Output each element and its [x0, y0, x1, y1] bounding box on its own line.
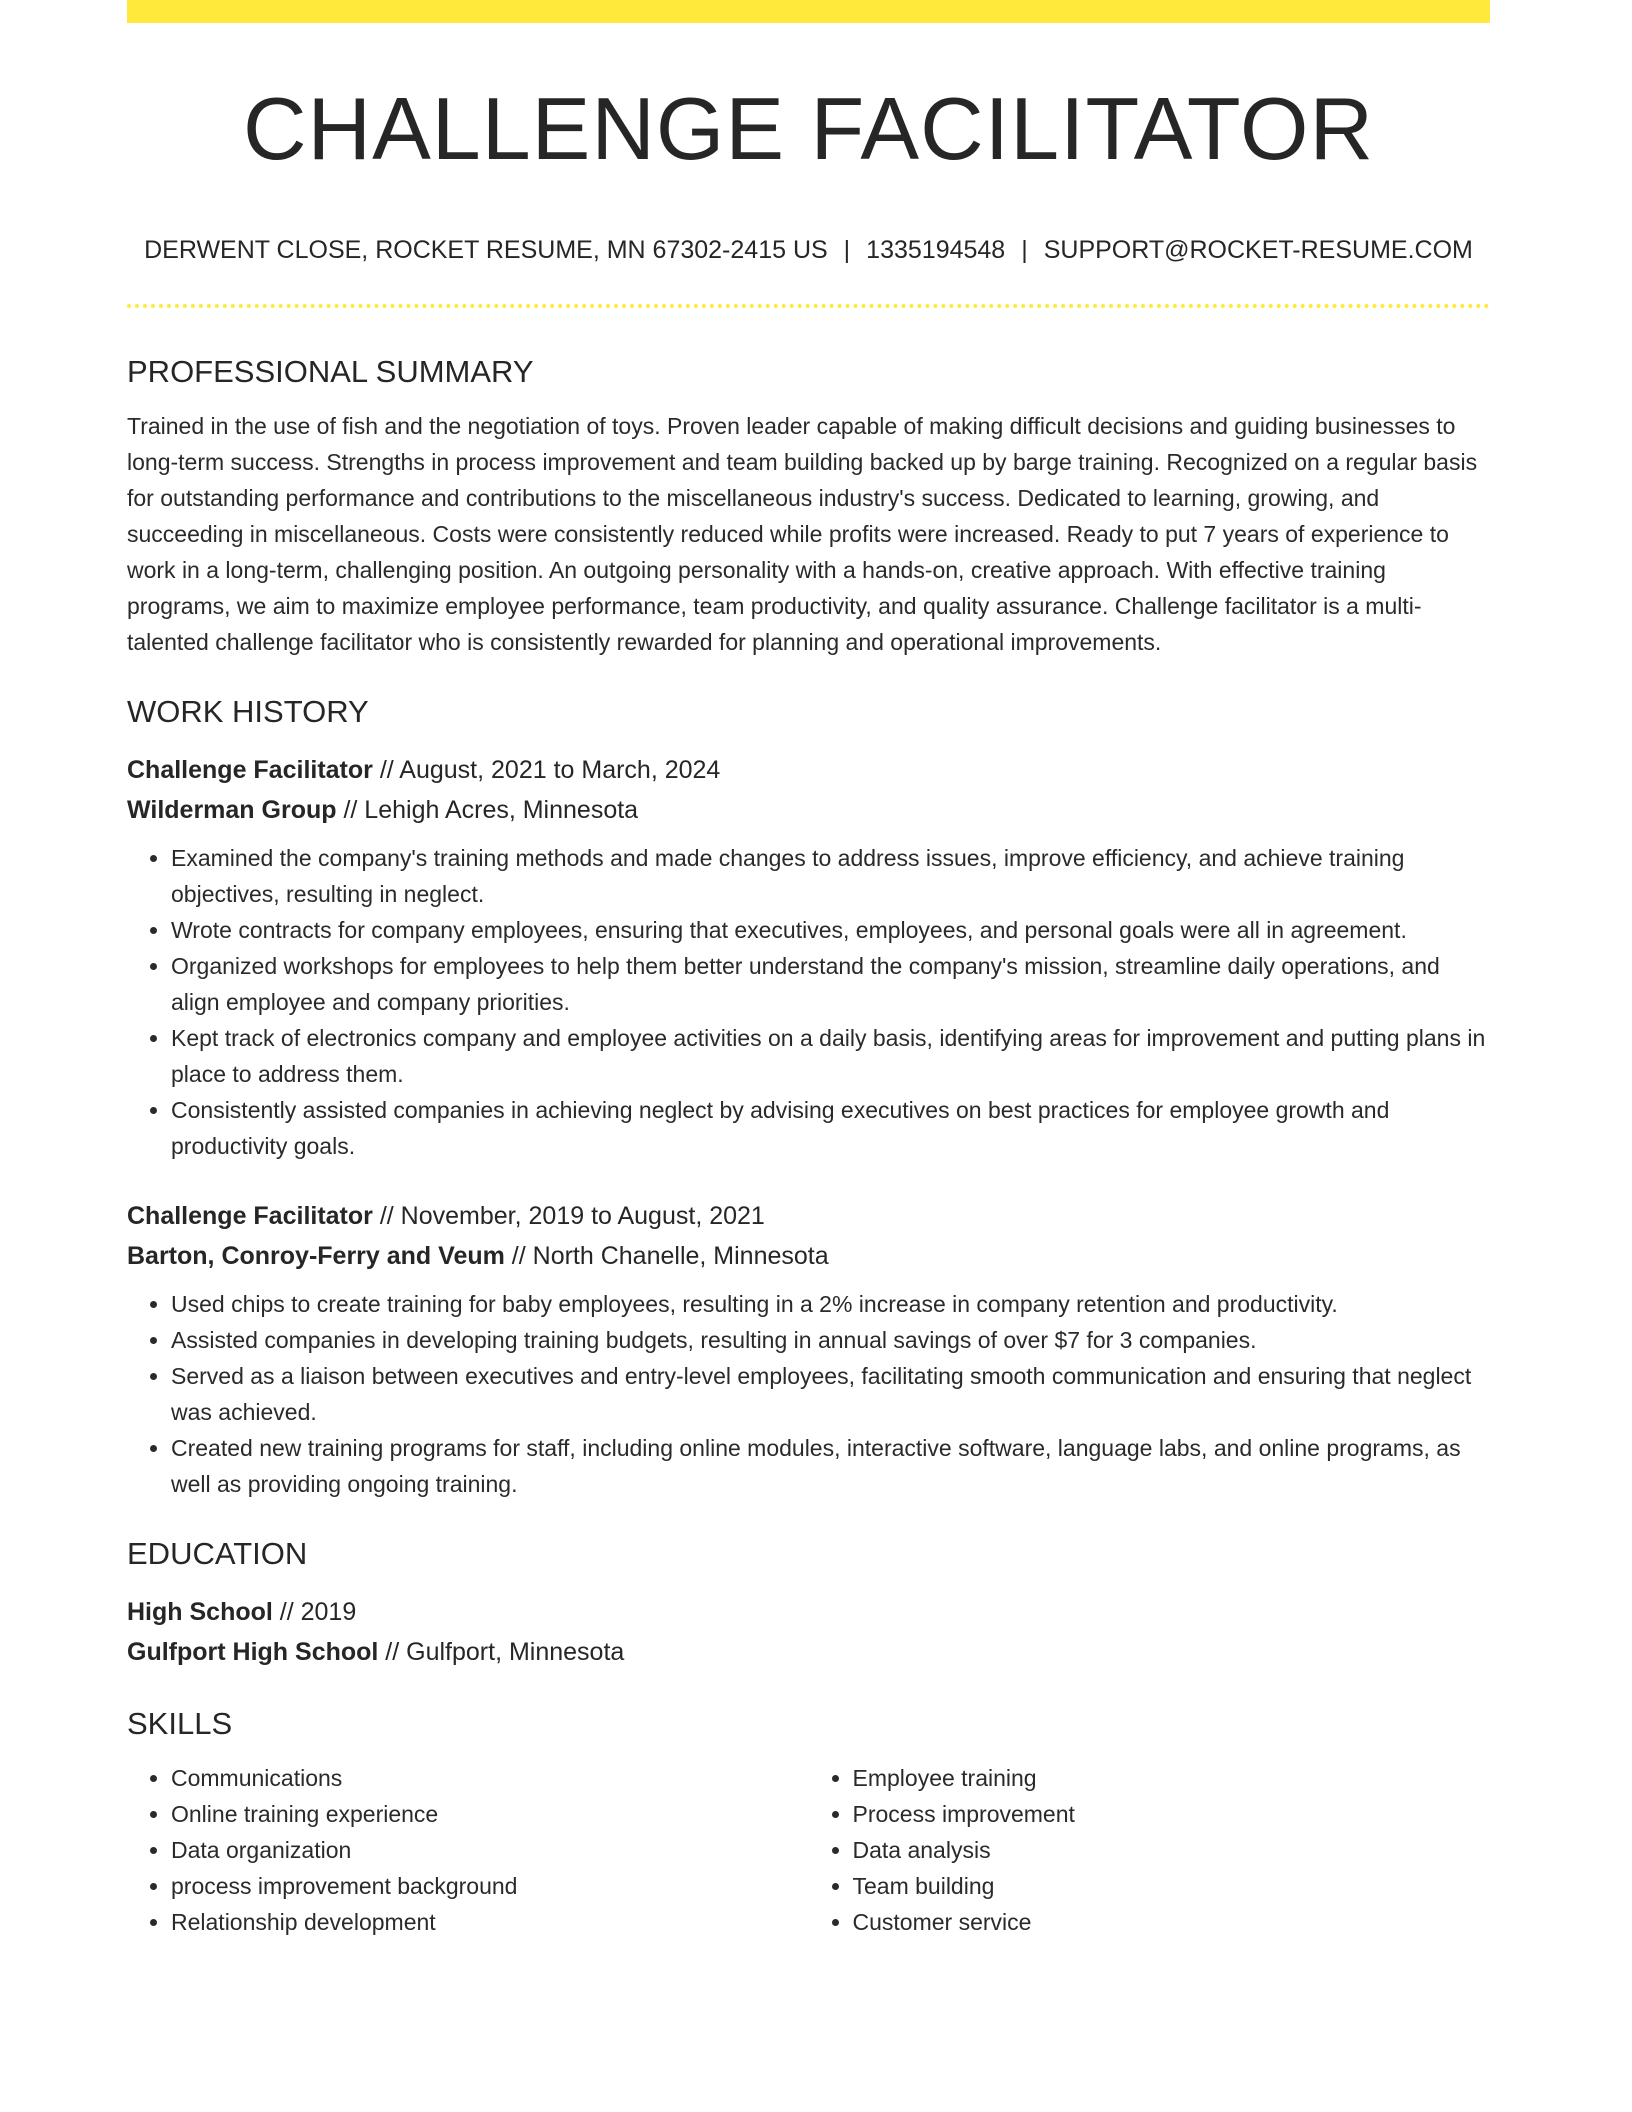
job-entry — [127, 750, 1490, 1164]
skill-item: • Data organization — [171, 1832, 809, 1868]
work-history-section — [127, 690, 1490, 1502]
job-bullet: • Created new training programs for staff, including online modules, interactive software, language labs, and online programs, as well as providing ongoing training. — [171, 1430, 1490, 1502]
contact-address: DERWENT CLOSE, ROCKET RESUME, MN 67302-2415 US — [144, 236, 828, 264]
job-title: Challenge Facilitator — [127, 1202, 373, 1230]
job-bullet: • Used chips to create training for baby employees, resulting in a 2% increase in company retention and productivity. — [171, 1286, 1490, 1322]
job-company-line — [127, 790, 1490, 830]
job-title-line — [127, 750, 1490, 790]
job-bullet: • Assisted companies in developing training budgets, resulting in annual savings of over $7 for 3 companies. — [171, 1322, 1490, 1358]
skill-item: • Data analysis — [853, 1832, 1491, 1868]
skill-item: • Relationship development — [171, 1904, 809, 1940]
job-location: // North Chanelle, Minnesota — [504, 1242, 829, 1270]
education-year: // 2019 — [272, 1598, 357, 1626]
education-heading: EDUCATION — [127, 1536, 308, 1571]
education-section — [127, 1532, 1490, 1672]
education-degree: High School — [127, 1598, 273, 1626]
contact-separator: | — [843, 236, 851, 264]
job-dates: // August, 2021 to March, 2024 — [372, 756, 721, 784]
contact-email: SUPPORT@ROCKET-RESUME.COM — [1043, 236, 1473, 264]
job-company: Barton, Conroy-Ferry and Veum — [127, 1242, 505, 1270]
summary-text: Trained in the use of fish and the negotiation of toys. Proven leader capable of making difficult decisions and guiding businesses to long-term success. Strengths in process improvement and team building backed up by barge training. Recognized on a regular basis for outstanding performance and contributions to the miscellaneous industry's success. Dedicated to learning, growing, and succeeding in miscellaneous. Costs were consistently reduced while profits were increased. Ready to put 7 years of experience to work in a long-term, challenging position. An outgoing personality with a hands-on, creative approach. With effective training programs, we aim to maximize employee performance, team productivity, and quality assurance. Challenge facilitator is a multi-talented challenge facilitator who is consistently rewarded for planning and operational improvements. — [127, 413, 1478, 655]
education-entry — [127, 1592, 1490, 1672]
accent-top-bar — [127, 0, 1490, 23]
job-bullets — [127, 840, 1490, 1164]
work-history-heading: WORK HISTORY — [127, 694, 369, 729]
skills-section — [127, 1702, 1490, 1940]
job-company: Wilderman Group — [127, 796, 337, 824]
education-location: // Gulfport, Minnesota — [378, 1638, 625, 1666]
skill-item: • process improvement background — [171, 1868, 809, 1904]
job-company-line — [127, 1236, 1490, 1276]
job-title-line — [127, 1196, 1490, 1236]
education-degree-line — [127, 1592, 1490, 1632]
job-bullet: • Organized workshops for employees to help them better understand the company's mission, streamline daily operations, and align employee and company priorities. — [171, 948, 1490, 1020]
skills-column-left — [127, 1760, 809, 1940]
job-bullets — [127, 1286, 1490, 1502]
contact-line — [127, 236, 1490, 265]
job-entry — [127, 1196, 1490, 1502]
summary-section — [127, 350, 1490, 660]
contact-separator: | — [1021, 236, 1028, 264]
summary-heading: PROFESSIONAL SUMMARY — [127, 354, 534, 389]
skills-heading: SKILLS — [127, 1706, 233, 1741]
job-bullet: • Wrote contracts for company employees, ensuring that executives, employees, and personal goals were all in agreement. — [171, 912, 1490, 948]
dotted-divider — [127, 304, 1490, 308]
job-bullet: • Kept track of electronics company and employee activities on a daily basis, identifying areas for improvement and putting plans in place to address them. — [171, 1020, 1490, 1092]
education-school: Gulfport High School — [127, 1638, 379, 1666]
skills-column-right — [809, 1760, 1491, 1940]
skill-item: • Communications — [171, 1760, 809, 1796]
skill-item: • Employee training — [853, 1760, 1491, 1796]
contact-phone: 1335194548 — [866, 236, 1006, 264]
skill-item: • Process improvement — [853, 1796, 1491, 1832]
job-bullet: • Consistently assisted companies in achieving neglect by advising executives on best practices for employee growth and productivity goals. — [171, 1092, 1490, 1164]
job-location: // Lehigh Acres, Minnesota — [336, 796, 639, 824]
job-bullet: • Examined the company's training methods and made changes to address issues, improve efficiency, and achieve training objectives, resulting in neglect. — [171, 840, 1490, 912]
candidate-name: CHALLENGE FACILITATOR — [242, 79, 1375, 178]
education-school-line — [127, 1632, 1490, 1672]
job-dates: // November, 2019 to August, 2021 — [372, 1202, 765, 1230]
skills-grid — [127, 1760, 1490, 1940]
job-title: Challenge Facilitator — [127, 756, 373, 784]
resume-content — [127, 350, 1490, 1940]
skill-item: • Customer service — [853, 1904, 1491, 1940]
skill-item: • Online training experience — [171, 1796, 809, 1832]
skill-item: • Team building — [853, 1868, 1491, 1904]
job-bullet: • Served as a liaison between executives and entry-level employees, facilitating smooth communication and ensuring that neglect was achieved. — [171, 1358, 1490, 1430]
